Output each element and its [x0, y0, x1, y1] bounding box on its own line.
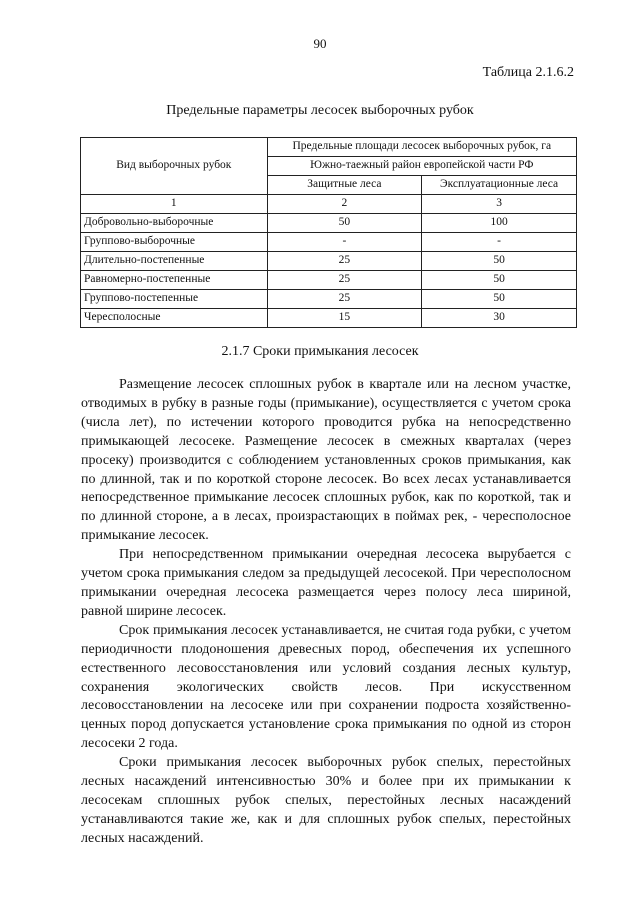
table-numbering-row [81, 195, 577, 214]
row-protective-cell: 25 [267, 252, 422, 271]
row-type-cell: Группово-выборочные [81, 233, 268, 252]
table-title: Предельные параметры лесосек выборочных рубок [166, 103, 474, 118]
row-operational-cell: 50 [422, 290, 577, 309]
body-paragraph: При непосредственном примыкании очередная лесосека вырубается с учетом срока примыкания следом за предыдущей лесосекой. При чересполосном примыкании очередная лесосека размещается через полосу леса шириной, равной ширине лесосек. [81, 547, 571, 619]
table-label: Таблица 2.1.6.2 [482, 65, 574, 80]
row-operational-cell: 50 [422, 271, 577, 290]
header-group-cell: Предельные площади лесосек выборочных рубок, га [267, 138, 576, 157]
row-type-cell: Чересполосные [81, 309, 268, 328]
numbering-cell: 1 [81, 195, 268, 214]
table-row [81, 309, 577, 328]
numbering-cell: 3 [422, 195, 577, 214]
table-header-row [81, 138, 577, 157]
row-operational-cell: - [422, 233, 577, 252]
row-protective-cell: 15 [267, 309, 422, 328]
row-protective-cell: 50 [267, 214, 422, 233]
table-row [81, 271, 577, 290]
row-type-cell: Равномерно-постепенные [81, 271, 268, 290]
row-operational-cell: 30 [422, 309, 577, 328]
body-paragraph: Срок примыкания лесосек устанавливается, не считая года рубки, с учетом периодичности плодоношения древесных пород, обеспечения их успешного естественного лесовосстановления или условий создания лесных культур, сохранения экологических свойств лесов. При искусственном лесовосстановлении на лесосеке или при сохранении подроста хозяйственно-ценных пород допускается установление срока примыкания по одной из сторон лесосеки 2 года. [81, 622, 571, 752]
table-row [81, 252, 577, 271]
body-paragraph: Сроки примыкания лесосек выборочных рубок спелых, перестойных лесных насаждений интенсивностью 30% и более при их примыкании к лесосекам сплошных рубок спелых, перестойных лесных насаждений устанавливаются такие же, как и для сплошных рубок спелых, перестойных лесных насаждений. [81, 755, 571, 846]
header-protective-cell: Защитные леса [267, 176, 422, 195]
table-row [81, 214, 577, 233]
section-heading: 2.1.7 Сроки примыкания лесосек [221, 344, 419, 359]
row-protective-cell: - [267, 233, 422, 252]
table-row [81, 290, 577, 309]
row-protective-cell: 25 [267, 290, 422, 309]
row-type-cell: Группово-постепенные [81, 290, 268, 309]
numbering-cell: 2 [267, 195, 422, 214]
row-type-cell: Добровольно-выборочные [81, 214, 268, 233]
row-operational-cell: 100 [422, 214, 577, 233]
table-row [81, 233, 577, 252]
header-region-cell: Южно-таежный район европейской части РФ [267, 157, 576, 176]
row-operational-cell: 50 [422, 252, 577, 271]
header-type-cell: Вид выборочных рубок [81, 138, 268, 195]
section-body [81, 376, 571, 849]
header-operational-cell: Эксплуатационные леса [422, 176, 577, 195]
body-paragraph: Размещение лесосек сплошных рубок в квартале или на лесном участке, отводимых в рубку в разные годы (примыкание), осуществляется с учетом срока (числа лет), по истечении которого проводится рубка на непосредственно примыкающей лесосеке. Размещение лесосек в смежных кварталах (через просеку) производится с соблюдением установленных сроков примыкания, как по длинной, так и по короткой стороне лесосек. Во всех лесах устанавливается непосредственное примыкание лесосек сплошных рубок, как по короткой, так и по длинной стороне, а в лесах, произрастающих в поймах рек, - чересполосное примыкание лесосек. [81, 377, 571, 544]
row-type-cell: Длительно-постепенные [81, 252, 268, 271]
row-protective-cell: 25 [267, 271, 422, 290]
limits-table [80, 137, 577, 328]
page-number: 90 [313, 36, 327, 51]
